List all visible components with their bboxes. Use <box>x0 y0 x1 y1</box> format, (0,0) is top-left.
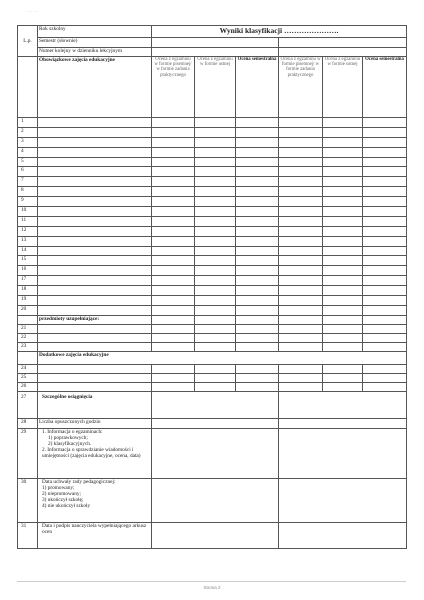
grade-cell[interactable] <box>152 364 195 373</box>
semestr-cell-1[interactable] <box>152 38 279 48</box>
grade-cell[interactable] <box>152 177 195 187</box>
row-number: 30 <box>18 478 38 522</box>
grade-cell[interactable] <box>323 177 363 187</box>
subject-cell[interactable] <box>38 197 152 207</box>
grade-row <box>18 216 407 226</box>
grade-cell[interactable] <box>363 118 407 128</box>
grade-cell[interactable] <box>363 342 407 351</box>
grade-cell[interactable] <box>236 364 279 373</box>
subject-cell[interactable] <box>38 382 152 391</box>
grade-cell[interactable] <box>152 207 195 217</box>
grade-row <box>18 296 407 306</box>
grade-cell[interactable] <box>236 137 279 147</box>
grade-cell[interactable] <box>279 147 323 157</box>
godziny-label: Liczba opuszczonych godzin <box>38 418 152 428</box>
grade-row <box>18 236 407 246</box>
grade-cell[interactable] <box>363 333 407 342</box>
grade-cell[interactable] <box>195 256 236 266</box>
grade-cell[interactable] <box>363 364 407 373</box>
grade-cell[interactable] <box>236 286 279 296</box>
grade-cell[interactable] <box>279 324 323 333</box>
grade-cell[interactable] <box>279 127 323 137</box>
row-number: 13 <box>18 236 38 246</box>
grade-row <box>18 373 407 382</box>
grade-row <box>18 342 407 351</box>
subject-cell[interactable] <box>38 207 152 217</box>
footer-divider <box>17 581 406 582</box>
grade-cell[interactable] <box>152 276 195 286</box>
uzupelniajace-label: przedmioty uzupełniające: <box>38 315 152 324</box>
grade-cell[interactable] <box>279 226 323 236</box>
row-number: 28 <box>18 418 38 428</box>
rok-szkolny-label: Rok szkolny <box>38 26 152 38</box>
numer-label: Numer kolejny w dzienniku lekcyjnym <box>38 48 152 57</box>
grade-cell[interactable] <box>323 147 363 157</box>
row-number: 8 <box>18 187 38 197</box>
grade-row <box>18 207 407 217</box>
grade-cell[interactable] <box>195 118 236 128</box>
grade-cell[interactable] <box>195 382 236 391</box>
grade-cell[interactable] <box>195 127 236 137</box>
grade-cell[interactable] <box>323 266 363 276</box>
subject-cell[interactable] <box>38 167 152 177</box>
grade-cell[interactable] <box>236 216 279 226</box>
subject-cell[interactable] <box>38 177 152 187</box>
grade-row <box>18 364 407 373</box>
col-ustna-2: Ocena z egzaminu w formie ustnej <box>323 57 363 118</box>
grade-cell[interactable] <box>363 157 407 167</box>
row-number: 5 <box>18 157 38 167</box>
egzaminy-line: 1. Informacja o egzaminach: <box>42 428 103 435</box>
subject-cell[interactable] <box>38 333 152 342</box>
grade-cell[interactable] <box>279 187 323 197</box>
grade-cell[interactable] <box>236 305 279 315</box>
row-number: 20 <box>18 305 38 315</box>
grade-cell[interactable] <box>236 236 279 246</box>
grade-cell[interactable] <box>236 157 279 167</box>
grade-cell[interactable] <box>323 256 363 266</box>
subject-cell[interactable] <box>38 187 152 197</box>
semestr-cell-2[interactable] <box>279 38 407 48</box>
grade-cell[interactable] <box>236 256 279 266</box>
grade-cell[interactable] <box>323 286 363 296</box>
grade-cell[interactable] <box>195 226 236 236</box>
grade-cell[interactable] <box>152 246 195 256</box>
col-ustna-1: Ocena z egzaminu w formie ustnej <box>195 57 236 118</box>
row-number: 25 <box>18 373 38 382</box>
grade-cell[interactable] <box>195 364 236 373</box>
grade-cell[interactable] <box>236 276 279 286</box>
obowiazkowe-header: Obowiązkowe zajęcia edukacyjne <box>38 57 152 118</box>
grade-cell[interactable] <box>152 147 195 157</box>
col-semestralna-1: Ocena semestralna <box>236 57 279 118</box>
grade-row <box>18 167 407 177</box>
row-number: 26 <box>18 382 38 391</box>
grade-cell[interactable] <box>152 256 195 266</box>
grade-cell[interactable] <box>152 226 195 236</box>
godziny-cell-1[interactable] <box>152 418 279 428</box>
grade-cell[interactable] <box>195 187 236 197</box>
egzaminy-line: 2. Informacja o sprawdzianie wiadomości i umiejętności (zajęcia edukacyjne, ocena, data) <box>42 446 141 459</box>
grade-row <box>18 333 407 342</box>
grade-cell[interactable] <box>236 324 279 333</box>
grade-cell[interactable] <box>323 157 363 167</box>
grade-cell[interactable] <box>323 226 363 236</box>
grade-cell[interactable] <box>279 364 323 373</box>
uchwala-info <box>38 478 152 522</box>
grade-row <box>18 187 407 197</box>
grade-row <box>18 226 407 236</box>
grade-cell[interactable] <box>323 373 363 382</box>
rows-uzupelniajace <box>18 324 407 351</box>
grade-row <box>18 382 407 391</box>
egzaminy-cell-2[interactable] <box>279 428 407 478</box>
grade-cell[interactable] <box>363 382 407 391</box>
grade-cell[interactable] <box>195 296 236 306</box>
grade-cell[interactable] <box>363 256 407 266</box>
grade-cell[interactable] <box>363 324 407 333</box>
row-number: 18 <box>18 286 38 296</box>
uchwala-line: Data uchwały rady pedagogicznej: <box>42 478 116 485</box>
grade-row <box>18 177 407 187</box>
grade-cell[interactable] <box>323 197 363 207</box>
grade-row <box>18 276 407 286</box>
grade-cell[interactable] <box>323 324 363 333</box>
grade-cell[interactable] <box>152 373 195 382</box>
grade-cell[interactable] <box>323 207 363 217</box>
grade-cell[interactable] <box>152 296 195 306</box>
grade-cell[interactable] <box>152 286 195 296</box>
grade-cell[interactable] <box>279 266 323 276</box>
grade-cell[interactable] <box>152 333 195 342</box>
rows-dodatkowe <box>18 364 407 391</box>
grade-cell[interactable] <box>236 167 279 177</box>
grade-cell[interactable] <box>363 373 407 382</box>
grade-cell[interactable] <box>152 167 195 177</box>
subject-cell[interactable] <box>38 256 152 266</box>
grade-cell[interactable] <box>279 236 323 246</box>
cell <box>279 315 323 324</box>
grade-cell[interactable] <box>195 286 236 296</box>
col-pisemna-1: Ocena z egzaminu w formie pisemnej/ w formie zadania praktycznego <box>152 57 195 118</box>
grade-cell[interactable] <box>323 276 363 286</box>
godziny-cell-2[interactable] <box>279 418 407 428</box>
grade-cell[interactable] <box>323 305 363 315</box>
row-number: 31 <box>18 522 38 548</box>
grade-cell[interactable] <box>279 296 323 306</box>
subject-cell[interactable] <box>38 296 152 306</box>
row-number: 9 <box>18 197 38 207</box>
grade-cell[interactable] <box>363 226 407 236</box>
semestr-label: Semestr (słownie) <box>38 38 152 48</box>
numer-cell-2[interactable] <box>279 48 407 57</box>
grade-row <box>18 127 407 137</box>
grade-cell[interactable] <box>195 342 236 351</box>
grade-cell[interactable] <box>152 266 195 276</box>
egzaminy-info <box>38 428 152 478</box>
subject-cell[interactable] <box>38 157 152 167</box>
subject-cell[interactable] <box>38 226 152 236</box>
grade-row <box>18 246 407 256</box>
podpis-cell-1[interactable] <box>152 522 279 548</box>
grade-cell[interactable] <box>236 382 279 391</box>
grade-cell[interactable] <box>279 373 323 382</box>
grade-cell[interactable] <box>363 187 407 197</box>
grade-cell[interactable] <box>323 246 363 256</box>
grade-cell[interactable] <box>195 216 236 226</box>
grade-cell[interactable] <box>363 137 407 147</box>
row-number: 12 <box>18 226 38 236</box>
grade-cell[interactable] <box>279 216 323 226</box>
grade-cell[interactable] <box>195 305 236 315</box>
podpis-label: Data i podpis nauczyciela wypełniającego arkusz ocen <box>38 522 152 548</box>
grade-cell[interactable] <box>279 286 323 296</box>
page-footer: Strona 2 <box>203 585 221 590</box>
grade-row <box>18 147 407 157</box>
subject-cell[interactable] <box>38 236 152 246</box>
grade-cell[interactable] <box>195 147 236 157</box>
grade-cell[interactable] <box>363 197 407 207</box>
grade-cell[interactable] <box>195 177 236 187</box>
row-number: 21 <box>18 324 38 333</box>
grade-cell[interactable] <box>152 187 195 197</box>
uchwala-line: 2) niepromowany; <box>42 490 81 497</box>
grade-row <box>18 286 407 296</box>
grade-cell[interactable] <box>279 137 323 147</box>
grade-cell[interactable] <box>363 147 407 157</box>
uchwala-line: 3) ukończył szkołę; <box>42 496 84 503</box>
grade-cell[interactable] <box>323 127 363 137</box>
grade-cell[interactable] <box>195 324 236 333</box>
szczegolne-cell-2[interactable] <box>279 391 407 418</box>
grade-cell[interactable] <box>279 157 323 167</box>
grade-cell[interactable] <box>236 207 279 217</box>
egzaminy-line: 2) klasyfikacyjnych. <box>48 440 92 447</box>
row-number: 10 <box>18 207 38 217</box>
col-semestralna-2: Ocena semestralna <box>363 57 407 118</box>
grade-cell[interactable] <box>152 236 195 246</box>
grade-cell[interactable] <box>363 276 407 286</box>
row-number: 19 <box>18 296 38 306</box>
uchwala-line: 4) nie ukończył szkoły <box>42 502 91 509</box>
row-number: 22 <box>18 333 38 342</box>
grade-row <box>18 137 407 147</box>
grade-cell[interactable] <box>236 333 279 342</box>
uchwala-line: 1) promowany; <box>42 484 75 491</box>
podpis-cell-2[interactable] <box>279 522 407 548</box>
grade-cell[interactable] <box>195 373 236 382</box>
grade-row <box>18 157 407 167</box>
cell <box>195 315 236 324</box>
subject-cell[interactable] <box>38 246 152 256</box>
blank-lp <box>18 315 38 324</box>
grade-cell[interactable] <box>279 246 323 256</box>
grade-cell[interactable] <box>323 216 363 226</box>
grade-cell[interactable] <box>363 305 407 315</box>
grade-cell[interactable] <box>195 167 236 177</box>
classification-table <box>17 25 407 549</box>
subject-cell[interactable] <box>38 137 152 147</box>
grade-cell[interactable] <box>323 296 363 306</box>
subject-cell[interactable] <box>38 147 152 157</box>
grade-cell[interactable] <box>323 364 363 373</box>
grade-cell[interactable] <box>195 246 236 256</box>
row-number: 29 <box>18 428 38 478</box>
grade-cell[interactable] <box>236 296 279 306</box>
row-number: 24 <box>18 364 38 373</box>
szczegolne-cell-1[interactable] <box>152 391 279 418</box>
row-number: 23 <box>18 342 38 351</box>
grade-cell[interactable] <box>236 147 279 157</box>
grade-row <box>18 305 407 315</box>
wyniki-klasyfikacji-title: Wyniki klasyfikacji …………………. <box>152 26 407 38</box>
grade-cell[interactable] <box>195 276 236 286</box>
grade-cell[interactable] <box>236 177 279 187</box>
row-number: 27 <box>18 391 38 418</box>
grade-row <box>18 118 407 128</box>
grade-cell[interactable] <box>279 118 323 128</box>
grade-cell[interactable] <box>236 187 279 197</box>
row-number: 1 <box>18 118 38 128</box>
grade-cell[interactable] <box>279 342 323 351</box>
grade-cell[interactable] <box>236 197 279 207</box>
egzaminy-line: 1) poprawkowych; <box>48 434 88 441</box>
grade-cell[interactable] <box>152 118 195 128</box>
subject-cell[interactable] <box>38 364 152 373</box>
grade-cell[interactable] <box>236 266 279 276</box>
cell <box>323 315 363 324</box>
dodatkowe-label: Dodatkowe zajęcia edukacyjne <box>38 351 407 364</box>
grade-cell[interactable] <box>152 197 195 207</box>
grade-cell[interactable] <box>279 167 323 177</box>
grade-row <box>18 266 407 276</box>
grade-cell[interactable] <box>195 197 236 207</box>
grade-cell[interactable] <box>195 157 236 167</box>
grade-cell[interactable] <box>152 324 195 333</box>
subject-cell[interactable] <box>38 286 152 296</box>
cell <box>152 315 195 324</box>
grade-cell[interactable] <box>236 118 279 128</box>
subject-cell[interactable] <box>38 276 152 286</box>
grade-cell[interactable] <box>363 286 407 296</box>
grade-cell[interactable] <box>152 127 195 137</box>
subject-cell[interactable] <box>38 266 152 276</box>
uchwala-cell-2[interactable] <box>279 478 407 522</box>
grade-cell[interactable] <box>363 127 407 137</box>
row-number: 15 <box>18 256 38 266</box>
subject-cell[interactable] <box>38 342 152 351</box>
row-number: 16 <box>18 266 38 276</box>
blank-lp <box>18 57 38 118</box>
corner-mark: - - - - - <box>26 8 38 13</box>
grade-cell[interactable] <box>279 256 323 266</box>
grade-row <box>18 197 407 207</box>
grade-cell[interactable] <box>195 266 236 276</box>
grade-cell[interactable] <box>195 137 236 147</box>
grade-cell[interactable] <box>279 207 323 217</box>
subject-cell[interactable] <box>38 127 152 137</box>
uchwala-cell-1[interactable] <box>152 478 279 522</box>
grade-cell[interactable] <box>323 333 363 342</box>
row-number: 4 <box>18 147 38 157</box>
row-number: 7 <box>18 177 38 187</box>
grade-cell[interactable] <box>363 207 407 217</box>
col-pisemna-2: Ocena z egzaminu w formie pisemnej/ w formie zadania praktycznego <box>279 57 323 118</box>
grade-cell[interactable] <box>152 382 195 391</box>
grade-cell[interactable] <box>152 305 195 315</box>
grade-cell[interactable] <box>323 236 363 246</box>
grade-cell[interactable] <box>236 342 279 351</box>
row-number: 17 <box>18 276 38 286</box>
lp-header: L.p. <box>18 26 38 57</box>
row-number: 3 <box>18 137 38 147</box>
subject-cell[interactable] <box>38 305 152 315</box>
row-number: 14 <box>18 246 38 256</box>
grade-row <box>18 324 407 333</box>
grade-cell[interactable] <box>195 207 236 217</box>
grade-cell[interactable] <box>152 342 195 351</box>
grade-cell[interactable] <box>236 373 279 382</box>
subject-cell[interactable] <box>38 373 152 382</box>
grade-cell[interactable] <box>279 197 323 207</box>
grade-cell[interactable] <box>323 187 363 197</box>
grade-cell[interactable] <box>323 167 363 177</box>
grade-row <box>18 256 407 266</box>
row-number: 11 <box>18 216 38 226</box>
classification-sheet <box>17 25 406 549</box>
grade-cell[interactable] <box>363 246 407 256</box>
grade-cell[interactable] <box>363 236 407 246</box>
grade-cell[interactable] <box>279 177 323 187</box>
grade-cell[interactable] <box>323 342 363 351</box>
cell <box>236 315 279 324</box>
szczegolne-label: Szczególne osiągnięcia <box>38 391 152 418</box>
grade-cell[interactable] <box>363 177 407 187</box>
grade-cell[interactable] <box>279 333 323 342</box>
numer-cell-1[interactable] <box>152 48 279 57</box>
grade-cell[interactable] <box>195 333 236 342</box>
grade-cell[interactable] <box>236 246 279 256</box>
grade-cell[interactable] <box>279 305 323 315</box>
grade-cell[interactable] <box>152 157 195 167</box>
grade-cell[interactable] <box>236 127 279 137</box>
grade-cell[interactable] <box>363 266 407 276</box>
egzaminy-cell-1[interactable] <box>152 428 279 478</box>
grade-cell[interactable] <box>323 382 363 391</box>
grade-cell[interactable] <box>363 167 407 177</box>
grade-cell[interactable] <box>236 226 279 236</box>
grade-cell[interactable] <box>152 137 195 147</box>
subject-cell[interactable] <box>38 324 152 333</box>
grade-cell[interactable] <box>323 118 363 128</box>
row-number: 2 <box>18 127 38 137</box>
grade-cell[interactable] <box>195 236 236 246</box>
grade-cell[interactable] <box>323 137 363 147</box>
grade-cell[interactable] <box>363 296 407 306</box>
cell <box>363 315 407 324</box>
subject-cell[interactable] <box>38 118 152 128</box>
grade-cell[interactable] <box>279 276 323 286</box>
grade-cell[interactable] <box>152 216 195 226</box>
row-number: 6 <box>18 167 38 177</box>
rows-obowiazkowe <box>18 118 407 316</box>
subject-cell[interactable] <box>38 216 152 226</box>
blank-lp <box>18 351 38 364</box>
grade-cell[interactable] <box>279 382 323 391</box>
grade-cell[interactable] <box>363 216 407 226</box>
